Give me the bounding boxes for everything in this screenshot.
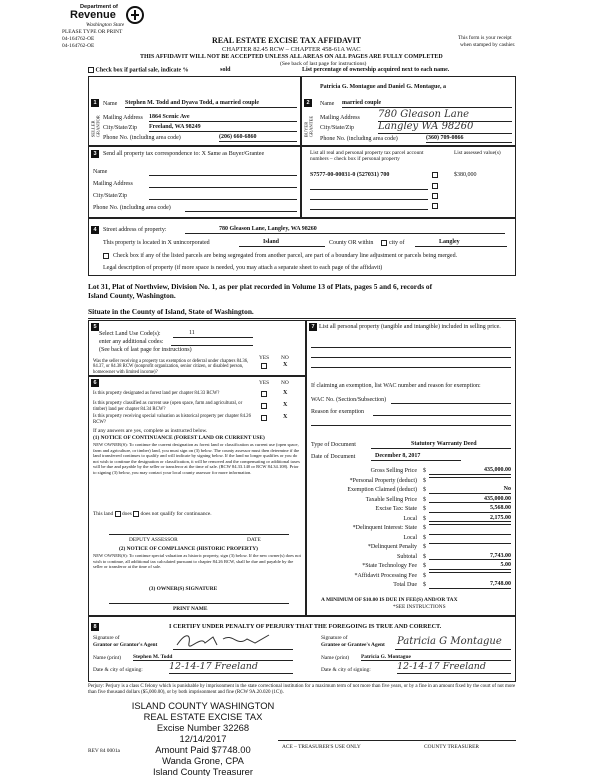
tax-row-value [429, 477, 511, 478]
pp-line-3 [311, 367, 511, 368]
notice2-title: (2) NOTICE OF COMPLIANCE (HISTORIC PROPERTY) [119, 546, 258, 552]
grantor-date-value: 12-14-17 Freeland [169, 662, 293, 674]
grantee-name-value: Patricia G. Montague [361, 654, 511, 661]
reason-label: Reason for exemption [311, 409, 364, 415]
deputy-line [109, 534, 289, 535]
tax-row-dollar: $ [423, 563, 426, 569]
buyer-name-line1: Patricia G. Montague and Daniel G. Montague, a [320, 84, 446, 90]
land-use-code: 11 [173, 330, 253, 338]
parcel-line-2 [310, 189, 428, 190]
tax-row-label: *Affidavit Processing Fee [354, 572, 417, 579]
buyer-vertical-label: BUYER GRANTEE [303, 115, 314, 138]
personal-property-checkbox-2[interactable] [432, 183, 438, 189]
corr-phone-line [185, 211, 297, 212]
legal-line-2: Island County, Washington. [88, 291, 176, 300]
corr-name-label: Name [93, 169, 108, 175]
assessed-header: List assessed value(s) [454, 150, 501, 156]
buyer-mailing-label: Mailing Address [320, 115, 360, 121]
tax-row [307, 515, 517, 524]
grantor-sig-label-2: Grantor or Grantor's Agent [93, 642, 158, 648]
buyer-name-label: Name [320, 101, 335, 107]
logo-emblem-icon [124, 6, 146, 24]
tax-row-label: Taxable Selling Price [365, 496, 417, 503]
tax-row-value [429, 543, 511, 544]
corr-city-line [149, 199, 297, 200]
parcels-header: List all real and personal property tax parcel account numbers – check box if personal property [310, 150, 424, 163]
form-number-1: 04-164762-OE [62, 36, 95, 42]
tax-row-value: 5.00 [429, 562, 511, 570]
certify-text: I CERTIFY UNDER PENALTY OF PERJURY THAT THE FOREGOING IS TRUE AND CORRECT. [169, 623, 442, 630]
footer-divider [278, 740, 516, 741]
print-name-label: PRINT NAME [173, 606, 208, 612]
tax-row-label: Local [403, 534, 417, 541]
section-5-number: 5 [91, 323, 99, 331]
segregated-checkbox[interactable] [103, 253, 109, 259]
tax-row-value [429, 534, 511, 535]
tax-row-value: 435,000.00 [429, 467, 511, 475]
exemption-answer: X [283, 362, 288, 368]
see-instructions: *SEE INSTRUCTIONS [393, 604, 446, 610]
s6-q1-yes-checkbox[interactable] [261, 391, 267, 397]
correspondence-text: Send all property tax correspondence to: X Same as Buyer/Grantee [103, 151, 265, 157]
county-value: Island [239, 239, 325, 247]
wac-label: WAC No. (Section/Subsection) [311, 397, 387, 403]
perjury-text: Perjury: Perjury is a class C felony which is punishable by imprisonment in the state correctional institution for a maximum term of not more than five years, or by a fine in an amount fixed by the court of not more than five thousand dollars ($5,000.00), or by both imprisonment and fine (RCW 9A.20.020 (1C)). [88, 684, 516, 695]
street-label: Street address of property: [103, 227, 167, 233]
stamp-line-1: ISLAND COUNTY WASHINGTON [131, 700, 275, 711]
list-pct-label: List percentage of ownership acquired next to each name. [302, 67, 450, 74]
s6-q2-yes-checkbox[interactable] [261, 403, 267, 409]
partial-sale-row [88, 67, 508, 74]
tax-row [307, 543, 517, 552]
tax-row-dollar: $ [423, 553, 426, 560]
tax-row-label: *Delinquent Penalty [367, 544, 417, 550]
tax-row-dollar: $ [423, 525, 426, 531]
tax-row-value: 5,568.00 [429, 505, 511, 513]
seller-name-value: Stephen M. Todd and Dyava Todd, a married couple [125, 100, 297, 108]
seller-city-value: Freeland, WA 98249 [149, 124, 297, 132]
section-1-number: 1 [91, 99, 99, 107]
section-buyer [301, 76, 516, 146]
section-7 [306, 320, 516, 616]
s6-yes: YES [259, 380, 270, 386]
form-chapter: CHAPTER 82.45 RCW – CHAPTER 458-61A WAC [222, 46, 361, 53]
personal-property-checkbox[interactable] [432, 172, 438, 178]
legal-rule [88, 318, 516, 319]
seller-mailing-label: Mailing Address [103, 115, 143, 121]
section-2-number: 2 [304, 99, 312, 107]
tax-row-dollar: $ [423, 534, 426, 541]
logo-line1: Department of [80, 4, 118, 10]
grantor-name-value: Stephen M. Todd [133, 654, 293, 661]
pp-line-2 [311, 357, 511, 358]
buyer-phone-value: (360) 709-0866 [426, 135, 512, 143]
legal-line-1: Lot 31, Plat of Northview, Division No. 1, as per plat recorded in Volume 13 of Plats, pages 5 and 6, records of [88, 282, 433, 291]
section-seller [88, 76, 301, 146]
form-number-2: 04-164762-OE [62, 43, 95, 49]
s6-q3-answer: X [283, 414, 288, 420]
exemption-yes-checkbox[interactable] [261, 363, 267, 369]
logo-line2: Revenue [70, 9, 116, 21]
form-title: REAL ESTATE EXCISE TAX AFFIDAVIT [212, 36, 362, 45]
excise-stamp [128, 700, 278, 776]
tax-row-label: *Personal Property (deduct) [349, 477, 417, 484]
print-name-line [109, 603, 289, 604]
notice2-body: NEW OWNER(S): To continue special valuation as historic property, sign (3) below. If the new owner(s) does not wish to continue, all additional tax calculated pursuant to chapter 84.26 RCW, shall be due and payable by the seller or transferor at the time of sale. [93, 553, 301, 569]
grantee-sig-label-1: Signature of [321, 635, 348, 641]
stamp-line-2: REAL ESTATE EXCISE TAX [143, 711, 263, 722]
stamp-line-6: Wanda Grone, CPA [162, 755, 244, 766]
within-city-checkbox[interactable] [381, 240, 387, 246]
seller-phone-label: Phone No. (including area code) [103, 135, 181, 141]
tax-row-label: Exemption Claimed (deduct) [347, 487, 417, 493]
buyer-mailing-value: 780 Gleason Lane [378, 109, 512, 122]
partial-sale-label: Check box if partial sale, indicate % [95, 67, 189, 74]
corr-mailing-line [149, 187, 297, 188]
additional-codes-line [171, 345, 253, 346]
tax-row [307, 477, 517, 486]
tax-row-dollar: $ [423, 487, 426, 493]
tax-row-value: 7,743.00 [429, 553, 511, 561]
tax-row-dollar: $ [423, 468, 426, 474]
personal-property-text: List all personal property (tangible and intangible) included in selling price. [319, 324, 501, 330]
grantee-name-label: Name (print) [321, 655, 349, 661]
grantee-sig-label-2: Grantee or Grantee's Agent [321, 642, 385, 648]
tax-row-label: Total Due [393, 582, 417, 588]
tax-row-label: Gross Selling Price [370, 468, 417, 474]
owner-sig-label: (3) OWNER(S) SIGNATURE [149, 586, 218, 592]
tax-row-value: 2,175.00 [429, 515, 511, 523]
s6-q2: Is this property classified as current use (open space, farm and agricultural, or timber) land per chapter 84.34 RCW? [93, 401, 243, 412]
tax-row-dollar: $ [423, 572, 426, 579]
tax-row-label: Excise Tax: State [375, 506, 417, 512]
s6-no: NO [281, 380, 289, 386]
notice1-title: (1) NOTICE OF CONTINUANCE (FOREST LAND OR CURRENT USE) [93, 435, 265, 441]
tax-row [307, 562, 517, 571]
city-of-label: city of [389, 240, 405, 246]
grantee-sig-line [395, 649, 511, 650]
s6-q1: Is this property designated as forest land per chapter 84.33 RCW? [93, 391, 220, 396]
land-use-yes: YES [259, 355, 270, 361]
grantee-date-label: Date & city of signing: [321, 667, 371, 673]
does-checkbox[interactable] [115, 511, 121, 517]
seller-name-label: Name [103, 101, 118, 107]
receipt-note-2: when stamped by cashier. [460, 42, 516, 48]
corr-phone-label: Phone No. (including area code) [93, 205, 171, 211]
notice1-body: NEW OWNER(S): To continue the current designation as forest land or classification as current use (open space, farm and agriculture, or timber) land, you must sign on (3) below. The county assessor must then determine if the land transferred continues to qualify and will indicate by signing below. If the land no longer qualifies or you do not wish to continue the designation or classification, it will be removed and the compensating or additional taxes will be due and payable by the seller or transferor at the time of sale. (RCW 84.33.140 or RCW 84.34.108). Prior to signing (3) below, you may contact your local county assessor for more information. [93, 442, 300, 475]
s6-q2-answer: X [283, 402, 288, 408]
tax-row-dollar: $ [423, 544, 426, 550]
tax-row-dollar: $ [423, 506, 426, 512]
stamp-line-4: 12/14/2017 [179, 733, 227, 744]
tax-row [307, 524, 517, 533]
tax-row [307, 572, 517, 581]
deputy-date-label: DATE [247, 537, 261, 543]
doc-type-value: Statutory Warranty Deed [371, 441, 511, 449]
wac-line [391, 403, 511, 404]
buyer-city-label: City/State/Zip [320, 125, 354, 131]
tax-row-value: No [429, 486, 511, 494]
form-warning: THIS AFFIDAVIT WILL NOT BE ACCEPTED UNLESS ALL AREAS ON ALL PAGES ARE FULLY COMPLETED [140, 54, 443, 60]
county-or: County OR within [329, 240, 374, 246]
street-value: 780 Gleason Lane, Langley, WA 98260 [185, 226, 505, 234]
section-correspondence [88, 146, 301, 218]
tax-row-label: *State Technology Fee [362, 563, 417, 569]
assessed-value: $380,000 [454, 172, 477, 178]
county-treasurer-label: COUNTY TREASURER [424, 744, 479, 750]
buyer-phone-label: Phone No. (including area code) [320, 136, 398, 142]
land-does-row [93, 511, 212, 517]
deputy-label: DEPUTY ASSESSOR [129, 537, 178, 543]
does-not-checkbox[interactable] [133, 511, 139, 517]
corr-name-line [149, 175, 297, 176]
parcel-line-4 [310, 209, 428, 210]
see-back-instructions: (See back of last page for instructions) [280, 61, 367, 67]
parcel-line-3 [310, 199, 428, 200]
seller-city-label: City/State/Zip [103, 125, 137, 131]
pp-line-1 [311, 347, 511, 348]
enter-additional: enter any additional codes: [99, 339, 164, 345]
section-property [88, 218, 516, 276]
tax-row [307, 486, 517, 495]
please-type: PLEASE TYPE OR PRINT [62, 29, 123, 35]
exemption-claim-text: If claiming an exemption, list WAC number and reason for exemption: [311, 383, 481, 389]
segregated-text: Check box if any of the listed parcels are being segregated from another parcel, are part of a boundary line adjustment or parcels being merged. [113, 253, 458, 259]
section-8 [88, 616, 516, 682]
corr-mailing-label: Mailing Address [93, 181, 133, 187]
tax-row [307, 553, 517, 562]
s6-q1-answer: X [283, 390, 288, 396]
city-value: Langley [415, 239, 507, 247]
exemption-question: Was the seller receiving a property tax exemption or deferral under chapters 84.36, 84.37, or 84.38 RCW (nonprofit organization, senior citizen, or disabled person, homeowner with limited income)? [93, 359, 249, 375]
corr-city-label: City/State/Zip [93, 193, 127, 199]
tax-row [307, 467, 517, 476]
grantor-sig-line [173, 649, 293, 650]
logo-line3: Washington State [86, 22, 125, 28]
section-land-use [88, 320, 306, 376]
section-3-number: 3 [91, 150, 99, 158]
tax-row-value: 435,000.00 [429, 496, 511, 504]
grantor-sig-label-1: Signature of [93, 635, 120, 641]
buyer-name-line2: married couple [342, 100, 512, 108]
tax-row-label: Local [403, 515, 417, 522]
s6-q3-yes-checkbox[interactable] [261, 415, 267, 421]
parcel-number: S7577-00-00031-0 (527031) 700 [310, 172, 390, 178]
tax-row-dollar: $ [423, 515, 426, 522]
select-land-use-label: Select Land Use Code(s): [99, 331, 161, 337]
s6-if-yes: If any answers are yes, complete as instructed below. [93, 428, 208, 434]
reason-line [373, 415, 511, 416]
grantee-date-value: 12-14-17 Freeland [397, 662, 511, 674]
tax-row [307, 534, 517, 543]
grantor-name-label: Name (print) [93, 655, 121, 661]
personal-property-checkbox-4[interactable] [432, 203, 438, 209]
section-4-number: 4 [91, 226, 99, 234]
seller-phone-value: (206) 660-6860 [219, 134, 297, 142]
tax-row-label: Subtotal [396, 553, 417, 560]
land-use-no: NO [281, 355, 289, 361]
doc-date-value: December 8, 2017 [371, 453, 461, 461]
tax-row-dollar: $ [423, 496, 426, 503]
section-7-number: 7 [309, 323, 317, 331]
tax-row [307, 505, 517, 514]
receipt-note-1: This form is your receipt [458, 35, 512, 41]
partial-sale-checkbox[interactable] [88, 67, 94, 73]
tax-row-value [429, 524, 511, 525]
grantor-date-label: Date & city of signing: [93, 667, 143, 673]
tax-row [307, 581, 517, 590]
tax-row-value [429, 572, 511, 573]
does-not-label: does not qualify for continuance. [140, 511, 212, 518]
legal-line-3: Situate in the County of Island, State of Washington. [88, 307, 254, 316]
located-in: This property is located in X unincorporated [103, 240, 210, 246]
buyer-city-value: Langley WA 98260 [378, 121, 512, 134]
sold-label: sold [220, 67, 231, 74]
stamp-line-5: Amount Paid $7748.00 [155, 744, 251, 755]
tax-row-label: *Delinquent Interest: State [352, 525, 417, 531]
reason-line-2 [311, 425, 511, 426]
section-6-number: 6 [91, 379, 99, 387]
legal-label: Legal description of property (if more space is needed, you may attach a separate sheet to each page of the affidavit) [103, 265, 383, 271]
doc-type-label: Type of Document [311, 442, 356, 448]
seller-mailing-value: 1864 Scenic Ave [149, 114, 297, 122]
s6-q3: Is this property receiving special valuation as historical property per chapter 84.26 RCW? [93, 414, 251, 425]
personal-property-checkbox-3[interactable] [432, 193, 438, 199]
tax-row [307, 496, 517, 505]
doc-date-label: Date of Document [311, 454, 356, 460]
section-6 [88, 376, 306, 616]
tax-row-dollar: $ [423, 582, 426, 588]
minimum-note: A MINIMUM OF $10.00 IS DUE IN FEE(S) AND/OR TAX [321, 597, 458, 603]
does-label: does [121, 511, 132, 518]
grantee-signature: Patricia G Montague [397, 636, 502, 647]
section-parcels [301, 146, 516, 218]
section-8-number: 8 [91, 623, 99, 631]
land-use-see-back: (See back of last page for instructions) [99, 347, 192, 353]
seller-vertical-label: SELLER GRANTOR [90, 115, 101, 138]
stamp-line-7: Island County Treasurer [152, 766, 254, 776]
land-does-label: This land [93, 511, 114, 518]
treasurer-use-label: ACE – TREASURER'S USE ONLY [282, 744, 361, 750]
rev-number: REV 84 0001a [88, 748, 120, 754]
stamp-line-3: Excise Number 32268 [156, 722, 250, 733]
grantor-signature [173, 631, 283, 651]
tax-row-value: 7,748.00 [429, 581, 511, 589]
tax-row-dollar: $ [423, 477, 426, 484]
